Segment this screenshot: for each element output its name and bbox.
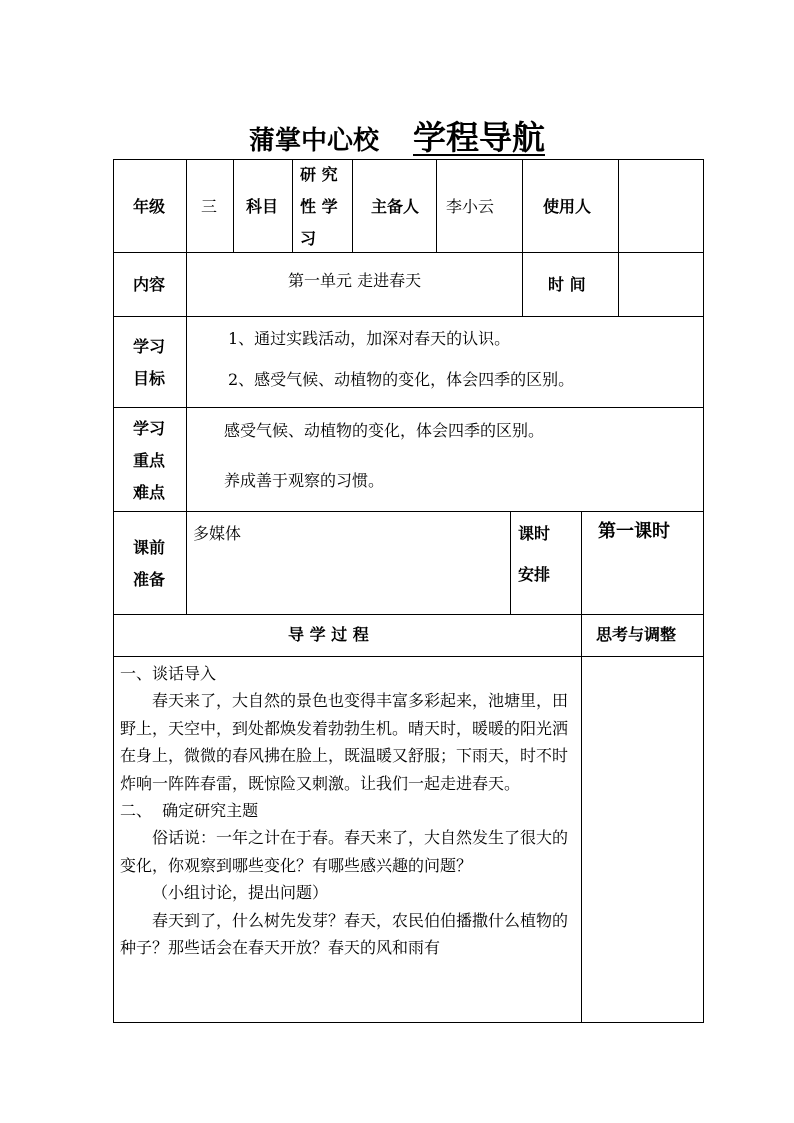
reflect-body-cell (581, 656, 704, 1023)
grade-label: 年级 (133, 197, 166, 216)
objectives-label-line-2: 目标 (133, 369, 166, 388)
keypoints-label-line-3: 难点 (133, 483, 166, 502)
keypoints-label-line-1: 学习 (133, 419, 166, 438)
section-2-heading: 二、 确定研究主题 (120, 801, 259, 821)
preparer-value: 李小云 (446, 197, 495, 216)
subject-value-line-2: 性 学 (300, 197, 338, 216)
subject-value-line-1: 研 究 (300, 165, 338, 184)
school-name: 蒲掌中心校 (248, 126, 379, 156)
schedule-value: 第一课时 (598, 521, 670, 542)
user-label: 使用人 (543, 197, 592, 216)
time-value-cell (618, 252, 704, 317)
section-1-paragraph: 春天来了，大自然的景色也变得丰富多彩起来，池塘里，田野上，天空中，到处都焕发着勃勃生机。晴天时，暖暖的阳光洒在身上，微微的春风拂在脸上，既温暖又舒服；下雨天，时不时炸响一阵阵春雷，既惊险又刺激。让我们一起走进春天。 (120, 691, 569, 793)
section-2-paragraph: 俗话说：一年之计在于春。春天来了，大自然发生了很大的变化，你观察到哪些变化？有哪些感兴趣的问题？ (120, 828, 569, 875)
objectives-label-cell (113, 316, 187, 408)
subject-value-line-3: 习 (300, 229, 317, 248)
objectives-label-line-1: 学习 (133, 337, 166, 356)
schedule-label-line-2: 安排 (518, 565, 551, 584)
process-header: 导 学 过 程 (288, 625, 369, 644)
objective-item-1: 1、通过实践活动，加深对春天的认识。 (228, 329, 511, 348)
objective-item-2: 2、感受气候、动植物的变化，体会四季的区别。 (228, 370, 575, 389)
preparation-label-line-1: 课前 (133, 538, 166, 557)
section-1-heading: 一、谈话导入 (120, 664, 217, 683)
time-label: 时 间 (548, 275, 586, 294)
process-body-text (120, 660, 572, 961)
grade-value: 三 (201, 197, 218, 216)
content-label: 内容 (133, 275, 166, 294)
keypoint-item-1: 感受气候、动植物的变化，体会四季的区别。 (224, 421, 545, 440)
keypoints-label-line-2: 重点 (133, 451, 166, 470)
user-value-cell (618, 159, 704, 253)
document-title (0, 112, 794, 159)
preparation-label-cell (113, 511, 187, 615)
questions-paragraph: 春天到了，什么树先发芽？春天，农民伯伯播撒什么植物的种子？那些话会在春天开放？春天的风和雨有 (120, 910, 569, 958)
preparer-label: 主备人 (371, 197, 420, 216)
content-value: 第一单元 走进春天 (288, 271, 422, 290)
subject-label: 科目 (246, 197, 279, 216)
title-nav: 学程导航 (413, 118, 545, 157)
preparation-value: 多媒体 (193, 524, 242, 543)
reflect-header: 思考与调整 (596, 625, 677, 644)
schedule-label-line-1: 课时 (518, 524, 551, 543)
preparation-label-line-2: 准备 (133, 570, 166, 589)
keypoint-item-2: 养成善于观察的习惯。 (224, 471, 385, 490)
discussion-note: （小组讨论，提出问题） (152, 883, 329, 903)
